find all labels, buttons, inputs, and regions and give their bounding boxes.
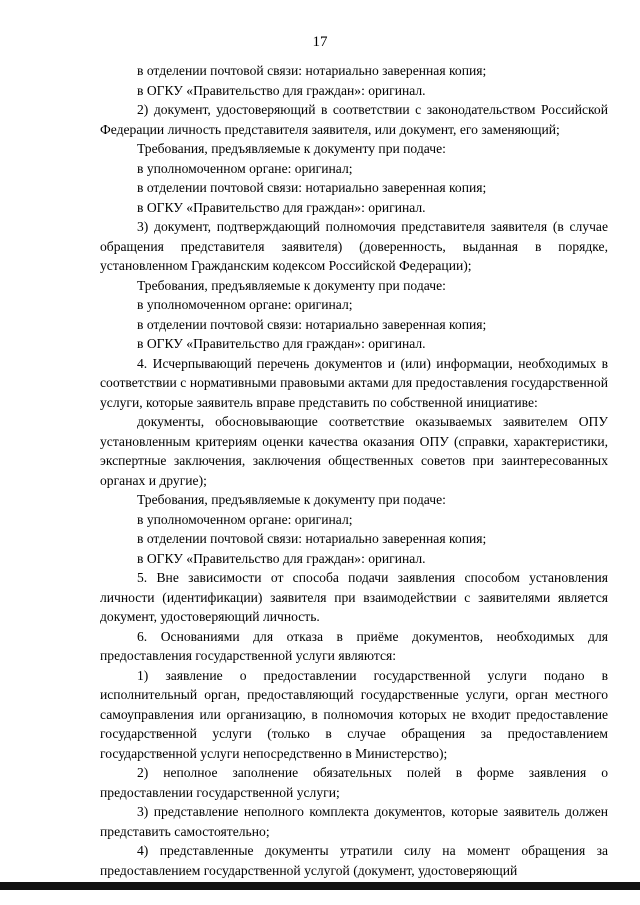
- paragraph: в ОГКУ «Правительство для граждан»: оригинал.: [137, 199, 426, 215]
- paragraph: в уполномоченном органе: оригинал;: [137, 297, 353, 312]
- paragraph: в отделении почтовой связи: нотариально заверенная копия;: [137, 180, 487, 195]
- paragraph: документы, обосновывающие соответствие оказываемых заявителем ОПУ установленным критериям оценки качества оказания ОПУ (справки, характеристики, экспертные заключения, заключения общественных советов при заинтересованных органах и другие);: [100, 414, 608, 488]
- paragraph: в ОГКУ «Правительство для граждан»: оригинал.: [137, 336, 426, 351]
- paragraph: Требования, предъявляемые к документу при подаче:: [137, 277, 446, 293]
- paragraph: 6. Основаниями для отказа в приёме документов, необходимых для предоставления государственной услуги являются:: [100, 628, 608, 663]
- paragraph: в ОГКУ «Правительство для граждан»: оригинал.: [137, 82, 426, 98]
- paragraph: 5. Вне зависимости от способа подачи заявления способом установления личности (идентификации) заявителя при взаимодействии с заявителями является документ, удостоверяющий личность.: [100, 570, 608, 624]
- scan-edge-bar: [0, 882, 640, 890]
- page-number: 17: [312, 34, 328, 50]
- paragraph: 2) неполное заполнение обязательных полей в форме заявления о предоставлении государственной услуги;: [100, 765, 608, 800]
- paragraph: Требования, предъявляемые к документу при подаче:: [137, 492, 446, 507]
- paragraph: 2) документ, удостоверяющий в соответствии с законодательством Российской Федерации личность представителя заявителя, или документ, его заменяющий;: [100, 102, 608, 137]
- paragraph: Требования, предъявляемые к документу при подаче:: [137, 141, 446, 156]
- paragraph: 3) представление неполного комплекта документов, которые заявитель должен представить самостоятельно;: [100, 804, 608, 839]
- document-body: [100, 61, 608, 880]
- paragraph: в отделении почтовой связи: нотариально заверенная копия;: [137, 63, 487, 78]
- paragraph: в уполномоченном органе: оригинал;: [137, 511, 353, 527]
- paragraph: 4. Исчерпывающий перечень документов и (или) информации, необходимых в соответствии с нормативными правовыми актами для предоставления государственной услуги, которые заявитель вправе представить по собственной инициативе:: [100, 355, 608, 410]
- paragraph: в отделении почтовой связи: нотариально заверенная копия;: [137, 531, 487, 546]
- paragraph: 4) представленные документы утратили силу на момент обращения за предоставлением государственной услугой (документ, удостоверяющий: [100, 843, 608, 878]
- paragraph: 3) документ, подтверждающий полномочия представителя заявителя (в случае обращения представителя заявителя) (доверенность, выданная в порядке, установленном Гражданским кодексом Российской Федерации);: [100, 219, 608, 273]
- paragraph: 1) заявление о предоставлении государственной услуги подано в исполнительный орган, предоставляющий государственные услуги, орган местного самоуправления или организацию, в полномочия которых не входит предоставление государственной услуги (только в случае обращения за предоставлением государственной услуги непосредственно в Министерство);: [100, 667, 608, 761]
- paragraph: в отделении почтовой связи: нотариально заверенная копия;: [137, 316, 487, 332]
- paragraph: в уполномоченном органе: оригинал;: [137, 160, 353, 176]
- paragraph: в ОГКУ «Правительство для граждан»: оригинал.: [137, 550, 426, 566]
